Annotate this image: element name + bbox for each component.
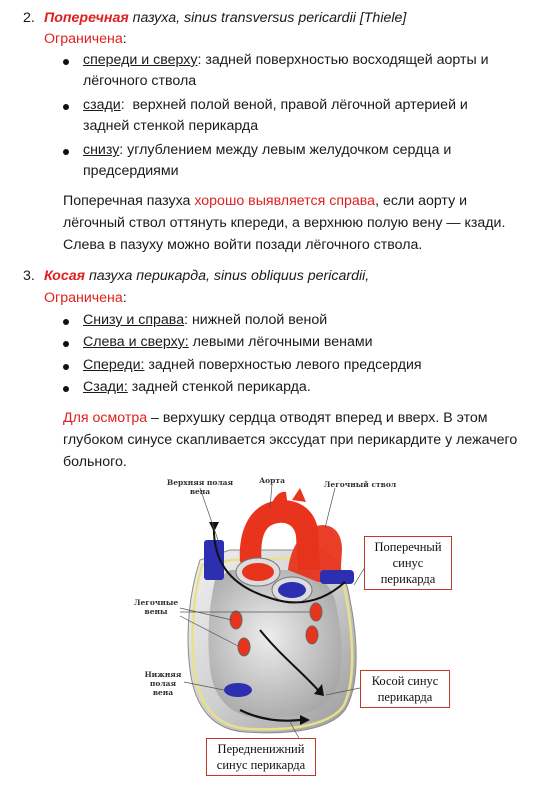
label-inferior-vena-cava <box>138 670 188 697</box>
section-term: Косая <box>44 268 85 284</box>
callout-transverse-sinus <box>364 536 452 590</box>
label-line: Нижняя <box>144 670 182 679</box>
label-line: вены <box>144 607 168 616</box>
bullet-key: сзади <box>83 97 121 113</box>
bounded-colon: : <box>122 290 127 306</box>
label-line: вена <box>189 487 211 496</box>
bullet-dot <box>63 341 69 347</box>
paragraph-line: Слева в пазуху можно войти позади лёгочного ствола. <box>63 237 423 253</box>
label-superior-vena-cava <box>160 478 240 496</box>
paragraph-line: глубоком синусе скапливается экссудат при перикардите у лежачего <box>63 432 518 448</box>
bullet-continuation: предсердиями <box>83 163 179 179</box>
bullet-key: Снизу и справа <box>83 312 185 328</box>
bullet-line <box>83 332 373 352</box>
bullet-key: Сзади: <box>83 379 128 395</box>
section-title <box>44 8 406 28</box>
label-line: Легочные <box>133 598 179 607</box>
label-line: Верхняя полая <box>166 478 234 487</box>
bullet-text: задней поверхностью левого предсердия <box>144 357 422 373</box>
label-pulmonary-trunk: Легочный ствол <box>323 480 397 489</box>
paragraph-text: , если аорту и <box>375 193 468 209</box>
paragraph-line: больного. <box>63 454 127 470</box>
bullet-continuation: задней стенкой перикарда <box>83 118 259 134</box>
bullet-dot <box>63 386 69 392</box>
bullet-text: : верхней полой веной, правой лёгочной артерией и <box>120 97 468 113</box>
pulmonary-vein <box>310 603 322 621</box>
bullet-line <box>83 140 451 160</box>
callout-line: перикарда <box>377 690 433 704</box>
list-number: 2. <box>23 10 35 26</box>
section-title-rest: пазуха перикарда, sinus obliquus pericardii, <box>88 268 370 284</box>
paragraph-line <box>63 191 467 211</box>
bullet-line <box>83 377 311 397</box>
bullet-dot <box>63 364 69 370</box>
bullet-text: задней стенкой перикарда. <box>127 379 311 395</box>
bounded-label <box>44 288 127 308</box>
bounded-word: Ограничена <box>44 290 123 306</box>
callout-line: Поперечный <box>374 540 442 554</box>
bullet-dot <box>63 59 69 65</box>
bounded-label <box>44 29 127 49</box>
callout-line: синус <box>392 556 424 570</box>
callout-anteroinferior-sinus <box>206 738 316 776</box>
paragraph-text: – верхушку сердца отводят вперед и вверх. В этом <box>147 410 488 426</box>
bullet-text: : углублением между левым желудочком сердца и <box>119 142 452 158</box>
bounded-word: Ограничена <box>44 31 123 47</box>
bullet-text: : нижней полой веной <box>184 312 328 328</box>
heart-pericardium-figure <box>120 470 460 785</box>
bounded-colon: : <box>122 31 127 47</box>
list-number: 3. <box>23 268 35 284</box>
section-term: Поперечная <box>44 10 129 26</box>
label-line: вена <box>152 688 174 697</box>
paragraph-line <box>63 408 488 428</box>
inferior-vena-cava <box>224 683 252 697</box>
highlight-text: хорошо выявляется справа <box>194 193 376 209</box>
callout-line: перикарда <box>380 572 436 586</box>
bullet-line <box>83 95 468 115</box>
bullet-text: : задней поверхностью восходящей аорты и <box>197 52 489 68</box>
bullet-dot <box>63 149 69 155</box>
bullet-dot <box>63 104 69 110</box>
bullet-key: снизу <box>83 142 120 158</box>
pulmonary-artery-right <box>320 570 354 584</box>
label-aorta: Аорта <box>259 476 285 485</box>
callout-line: синус перикарда <box>216 758 306 772</box>
paragraph-text: Поперечная пазуха <box>63 193 195 209</box>
bullet-text: левыми лёгочными венами <box>188 334 373 350</box>
label-pulmonary-veins <box>126 598 186 616</box>
bullet-key: Спереди: <box>83 357 145 373</box>
bullet-key: Слева и сверху: <box>83 334 189 350</box>
pulmonary-vein <box>306 626 318 644</box>
callout-line: Косой синус <box>371 674 439 688</box>
bullet-dot <box>63 319 69 325</box>
callout-line: Передненижний <box>217 742 305 756</box>
label-line: полая <box>149 679 177 688</box>
bullet-line <box>83 50 489 70</box>
section-title <box>44 266 369 286</box>
section-title-rest: пазуха, sinus transversus pericardii [Thiele] <box>132 10 407 26</box>
bullet-line <box>83 310 327 330</box>
bullet-continuation: лёгочного ствола <box>83 73 197 89</box>
bullet-line <box>83 355 422 375</box>
pulmonary-vein <box>238 638 250 656</box>
callout-oblique-sinus <box>360 670 450 708</box>
bullet-key: спереди и сверху <box>83 52 198 68</box>
highlight-text: Для осмотра <box>63 410 148 426</box>
paragraph-line: лёгочный ствол оттянуть кпереди, а верхнюю полую вену — кзади. <box>63 215 506 231</box>
